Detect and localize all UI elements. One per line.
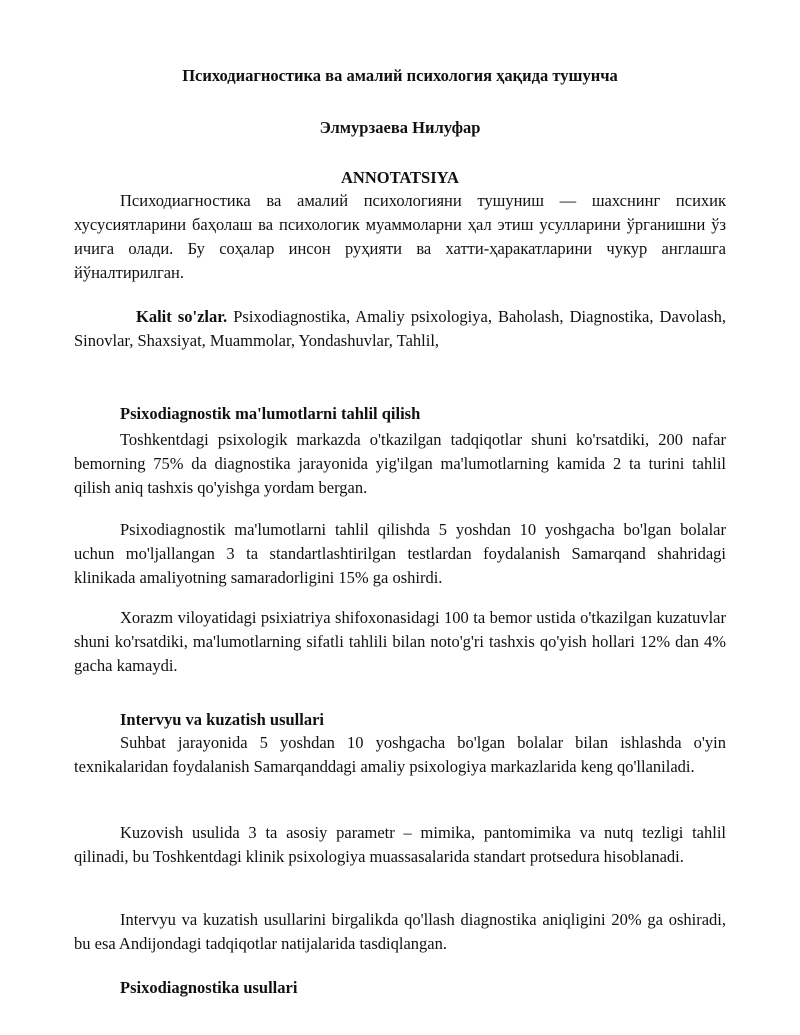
keywords-label: Kalit so'zlar.: [136, 307, 228, 326]
section-2-paragraph-1: Suhbat jarayonida 5 yoshdan 10 yoshgacha bo'lgan bolalar bilan ishlashda o'yin texnikalaridan foydalanish Samarqanddagi amaliy psixologiya markazlarida keng qo'llaniladi.: [74, 733, 726, 776]
section-2-paragraph-3: Intervyu va kuzatish usullarini birgalikda qo'llash diagnostika aniqligini 20% ga oshiradi, bu esa Andijondagi tadqiqotlar natijalarida tasdiqlangan.: [74, 910, 726, 953]
section-heading-methods: Psixodiagnostika usullari: [120, 978, 298, 997]
section-1-paragraph-1: Toshkentdagi psixologik markazda o'tkazilgan tadqiqotlar shuni ko'rsatdiki, 200 nafar bemorning 75% da diagnostika jarayonida yig'ilgan ma'lumotlarning kamida 2 ta turini tahlil qilish aniq tashxis qo'yishga yordam bergan.: [74, 430, 726, 497]
annotation-paragraph: Психодиагностика ва амалий психологияни тушуниш — шахснинг психик хусусиятларини баҳолаш ва психологик муаммоларни ҳал этиш усулларини ўрганишни ўз ичига олади. Бу соҳалар инсон руҳияти ва хатти-ҳаракатларини чукур англашга йўналтирилган.: [74, 191, 726, 282]
section-1-paragraph-2: Psixodiagnostik ma'lumotlarni tahlil qilishda 5 yoshdan 10 yoshgacha bo'lgan bolalar uchun mo'ljallangan 3 ta standartlashtirilgan testlardan foydalanish Samarqand shahridagi klinikada amaliyotning samaradorligini 15% ga oshirdi.: [74, 520, 726, 587]
author-name: Элмурзаева Нилуфар: [319, 118, 481, 137]
keywords-paragraph: [74, 305, 726, 353]
document-title: Психодиагностика ва амалий психология ҳақида тушунча: [182, 66, 618, 85]
section-2-paragraph-2: Kuzovish usulida 3 ta asosiy parametr – mimika, pantomimika va nutq tezligi tahlil qilinadi, bu Toshkentdagi klinik psixologiya muassasalarida standart protsedura hisoblanadi.: [74, 823, 726, 866]
keywords-list: Psixodiagnostika, Amaliy psixologiya, Baholash, Diagnostika, Davolash, Sinovlar, Shaxsiyat, Muammolar, Yondashuvlar, Tahlil,: [74, 307, 726, 350]
section-1-paragraph-3: Xorazm viloyatidagi psixiatriya shifoxonasidagi 100 ta bemor ustida o'tkazilgan kuzatuvlar shuni ko'rsatdiki, ma'lumotlarning sifatli tahlili bilan noto'g'ri tashxis qo'yish hollari 12% dan 4% gacha kamaydi.: [74, 608, 726, 675]
section-heading-interview: Intervyu va kuzatish usullari: [120, 710, 324, 729]
annotation-heading: ANNOTATSIYA: [341, 168, 459, 187]
section-heading-analysis: Psixodiagnostik ma'lumotlarni tahlil qilish: [120, 404, 421, 423]
